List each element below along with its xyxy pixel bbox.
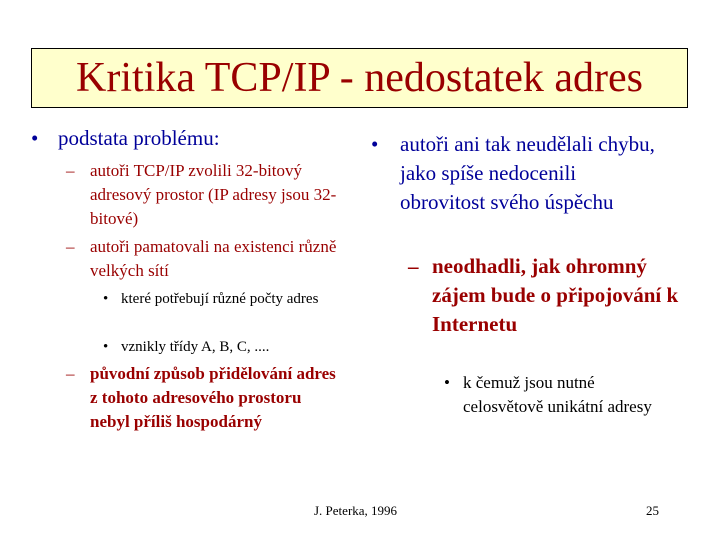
title-box <box>31 48 688 108</box>
slide-title: Kritika TCP/IP - nedostatek adres <box>76 55 643 101</box>
left-sub-2: autoři pamatovali na existenci různě velkých sítí <box>90 237 337 280</box>
dash-marker: – <box>66 364 75 383</box>
bullet-marker: • <box>103 339 109 355</box>
bullet-marker: • <box>31 126 39 150</box>
bullet-marker: • <box>103 291 109 307</box>
left-sub-1: autoři TCP/IP zvolili 32-bitový adresový prostor (IP adresy jsou 32-bitové) <box>90 161 337 228</box>
left-sub-2-item-2: vznikly třídy A, B, C, .... <box>121 339 270 355</box>
bullet-marker: • <box>444 373 450 392</box>
left-bullet-1: podstata problému: <box>58 126 220 150</box>
dash-marker: – <box>408 254 419 278</box>
page-number: 25 <box>646 503 659 518</box>
footer-author: J. Peterka, 1996 <box>314 503 398 518</box>
dash-marker: – <box>66 161 75 180</box>
dash-marker: – <box>66 237 75 256</box>
right-sub-1-item-1: k čemuž jsou nutné celosvětově unikátní adresy <box>463 373 652 416</box>
left-sub-2-item-1: které potřebují různé počty adres <box>121 291 319 307</box>
right-bullet-1: autoři ani tak neudělali chybu, jako spíše nedocenili obrovitost svého úspěchu <box>400 132 655 214</box>
left-sub-3: původní způsob přidělování adres z tohoto adresového prostoru nebyl příliš hospodárný <box>90 364 336 431</box>
right-sub-1: neodhadli, jak ohromný zájem bude o připojování k Internetu <box>432 254 679 336</box>
bullet-marker: • <box>371 132 379 156</box>
